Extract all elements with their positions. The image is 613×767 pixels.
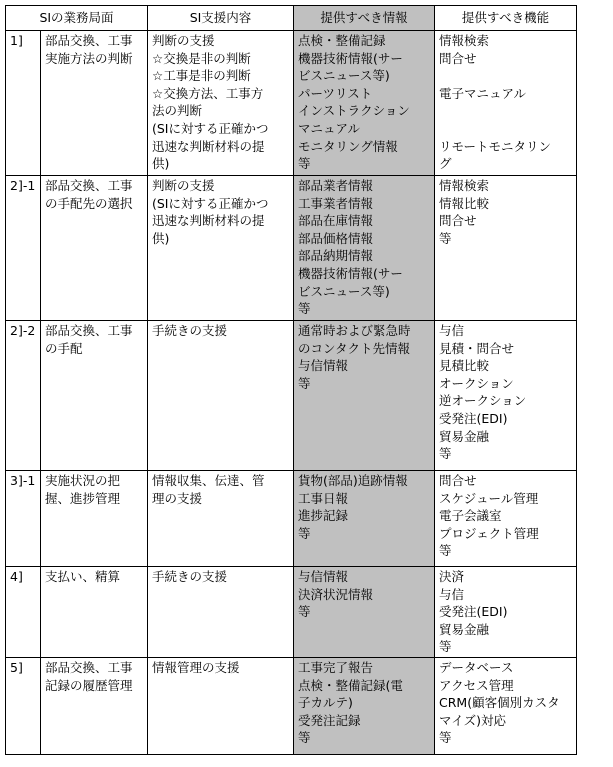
function-cell-line: 等 xyxy=(439,639,452,655)
business-phase-cell: 部品交換、工事の手配先の選択 xyxy=(41,176,148,321)
function-cell-line xyxy=(439,67,573,85)
support-content-cell-line: 手続きの支援 xyxy=(152,569,228,584)
information-cell-line: マニュアル xyxy=(298,120,361,136)
table-row xyxy=(6,657,577,754)
header-information-to-provide: 提供すべき情報 xyxy=(294,6,435,31)
function-cell xyxy=(435,657,577,754)
table-row xyxy=(6,471,577,567)
function-cell-line: マイズ)対応 xyxy=(439,712,507,728)
function-cell-line: 問合せ xyxy=(439,50,477,66)
information-cell-line: 等 xyxy=(298,301,311,317)
function-cell-line: グ xyxy=(439,156,452,172)
information-cell-line: 等 xyxy=(298,604,311,620)
information-cell xyxy=(294,657,435,754)
support-content-cell xyxy=(148,176,294,321)
function-cell-line: 貿易金融 xyxy=(439,428,490,444)
table-row xyxy=(6,176,577,321)
information-cell-line: 等 xyxy=(298,730,311,746)
information-cell-line: 等 xyxy=(298,156,311,172)
information-cell-line: のコンタクト先情報 xyxy=(298,340,411,356)
information-cell-line: 部品価格情報 xyxy=(298,230,374,246)
header-functions-to-provide: 提供すべき機能 xyxy=(435,6,577,31)
information-cell-line: 子カルテ) xyxy=(298,695,353,711)
support-content-cell xyxy=(148,471,294,567)
information-cell-line: 点検・整備記録(電 xyxy=(298,677,403,693)
information-cell xyxy=(294,176,435,321)
support-content-cell-line: 供) xyxy=(152,230,170,246)
header-si-business-phase: SIの業務局面 xyxy=(6,6,148,31)
support-content-cell-line: ☆交換方法、工事方 xyxy=(152,85,264,101)
support-content-cell-line: (SIに対する正確かつ xyxy=(152,120,269,136)
support-content-cell xyxy=(148,657,294,754)
support-content-cell-line: (SIに対する正確かつ xyxy=(152,195,269,211)
header-si-support-content: SI支援内容 xyxy=(148,6,294,31)
information-cell-line: 受発注記録 xyxy=(298,712,361,728)
function-cell-line: 電子マニュアル xyxy=(439,85,527,101)
information-cell xyxy=(294,567,435,658)
support-content-cell-line: 判断の支援 xyxy=(152,178,215,193)
business-phase-cell: 部品交換、工事記録の履歴管理 xyxy=(41,657,148,754)
business-phase-cell: 部品交換、工事実施方法の判断 xyxy=(41,31,148,176)
information-cell xyxy=(294,31,435,176)
function-cell-line xyxy=(439,102,573,120)
information-cell-line: インストラクション xyxy=(298,103,410,119)
support-content-cell-line: 情報収集、伝達、管 xyxy=(152,473,265,488)
support-content-cell-line: 理の支援 xyxy=(152,490,203,506)
information-cell-line: 機器技術情報(サー xyxy=(298,50,403,66)
information-cell-line: 機器技術情報(サー xyxy=(298,265,403,281)
table-row xyxy=(6,567,577,658)
support-content-cell xyxy=(148,321,294,471)
information-cell-line: 点検・整備記録 xyxy=(298,33,386,48)
information-cell-line: モニタリング情報 xyxy=(298,138,398,154)
information-cell-line: ビスニュース等) xyxy=(298,68,390,84)
header-row xyxy=(6,6,577,31)
business-phase-cell: 部品交換、工事の手配 xyxy=(41,321,148,471)
function-cell xyxy=(435,471,577,567)
function-cell xyxy=(435,567,577,658)
information-cell-line: 等 xyxy=(298,525,311,541)
function-cell-line: CRM(顧客個別カスタ xyxy=(439,695,560,711)
function-cell-line: 見積・問合せ xyxy=(439,340,515,356)
row-number: 4] xyxy=(6,567,41,658)
information-cell-line: パーツリスト xyxy=(298,85,373,101)
support-content-cell-line: 供) xyxy=(152,156,170,172)
function-cell-line: 逆オークション xyxy=(439,393,527,409)
information-cell-line: 部品納期情報 xyxy=(298,248,374,264)
information-cell-line: 部品業者情報 xyxy=(298,178,374,193)
row-number: 1] xyxy=(6,31,41,176)
table-row xyxy=(6,31,577,176)
support-content-cell-line: 手続きの支援 xyxy=(152,323,228,338)
function-cell-line: データベース xyxy=(439,659,514,675)
information-cell-line: 部品在庫情報 xyxy=(298,213,374,229)
function-cell-line: 等 xyxy=(439,230,452,246)
function-cell-line: 問合せ xyxy=(439,473,477,488)
function-cell-line: プロジェクト管理 xyxy=(439,525,539,541)
row-number: 5] xyxy=(6,657,41,754)
function-cell-line: 貿易金融 xyxy=(439,621,490,637)
business-phase-cell: 支払い、精算 xyxy=(41,567,148,658)
information-cell-line: 等 xyxy=(298,375,311,391)
function-cell-line: 受発注(EDI) xyxy=(439,410,508,426)
information-cell xyxy=(294,471,435,567)
function-cell-line: アクセス管理 xyxy=(439,677,514,693)
function-cell-line: スケジュール管理 xyxy=(439,490,539,506)
support-content-cell xyxy=(148,567,294,658)
row-number: 3]-1 xyxy=(6,471,41,567)
function-cell-line: 情報検索 xyxy=(439,178,490,193)
function-cell-line: 等 xyxy=(439,543,452,559)
support-content-cell-line: 迅速な判断材料の提 xyxy=(152,213,265,229)
table-row xyxy=(6,321,577,471)
support-content-cell-line: ☆工事是非の判断 xyxy=(152,68,251,84)
function-cell xyxy=(435,176,577,321)
business-phase-cell: 実施状況の把握、進捗管理 xyxy=(41,471,148,567)
function-cell-line: 等 xyxy=(439,446,452,462)
function-cell-line xyxy=(439,120,573,138)
support-content-cell-line: 情報管理の支援 xyxy=(152,659,240,675)
information-cell-line: 進捗記録 xyxy=(298,508,349,524)
information-cell-line: ビスニュース等) xyxy=(298,283,390,299)
function-cell-line: 電子会議室 xyxy=(439,508,502,524)
function-cell-line: 情報比較 xyxy=(439,195,490,211)
support-content-cell-line: 迅速な判断材料の提 xyxy=(152,138,265,154)
information-cell-line: 工事完了報告 xyxy=(298,659,374,675)
support-content-cell-line: ☆交換是非の判断 xyxy=(152,50,251,66)
support-content-cell xyxy=(148,31,294,176)
information-cell-line: 貨物(部品)追跡情報 xyxy=(298,473,408,488)
information-cell-line: 与信情報 xyxy=(298,569,349,584)
information-cell-line: 通常時および緊急時 xyxy=(298,323,411,338)
function-cell-line: 与信 xyxy=(439,586,465,602)
function-cell xyxy=(435,321,577,471)
information-cell-line: 工事業者情報 xyxy=(298,195,374,211)
function-cell-line: 問合せ xyxy=(439,213,477,229)
information-cell-line: 与信情報 xyxy=(298,358,349,374)
information-cell-line: 決済状況情報 xyxy=(298,586,374,602)
function-cell-line: 与信 xyxy=(439,323,465,338)
support-content-cell-line: 判断の支援 xyxy=(152,33,215,48)
function-cell-line: リモートモニタリン xyxy=(439,138,552,154)
function-cell-line: 受発注(EDI) xyxy=(439,604,508,620)
support-content-cell-line: 法の判断 xyxy=(152,103,203,119)
function-cell xyxy=(435,31,577,176)
row-number: 2]-2 xyxy=(6,321,41,471)
function-cell-line: 見積比較 xyxy=(439,358,490,374)
information-cell xyxy=(294,321,435,471)
row-number: 2]-1 xyxy=(6,176,41,321)
function-cell-line: 等 xyxy=(439,730,452,746)
function-cell-line: 情報検索 xyxy=(439,33,490,48)
function-cell-line: 決済 xyxy=(439,569,465,584)
si-support-table xyxy=(5,5,577,755)
information-cell-line: 工事日報 xyxy=(298,490,349,506)
function-cell-line: オークション xyxy=(439,375,514,391)
